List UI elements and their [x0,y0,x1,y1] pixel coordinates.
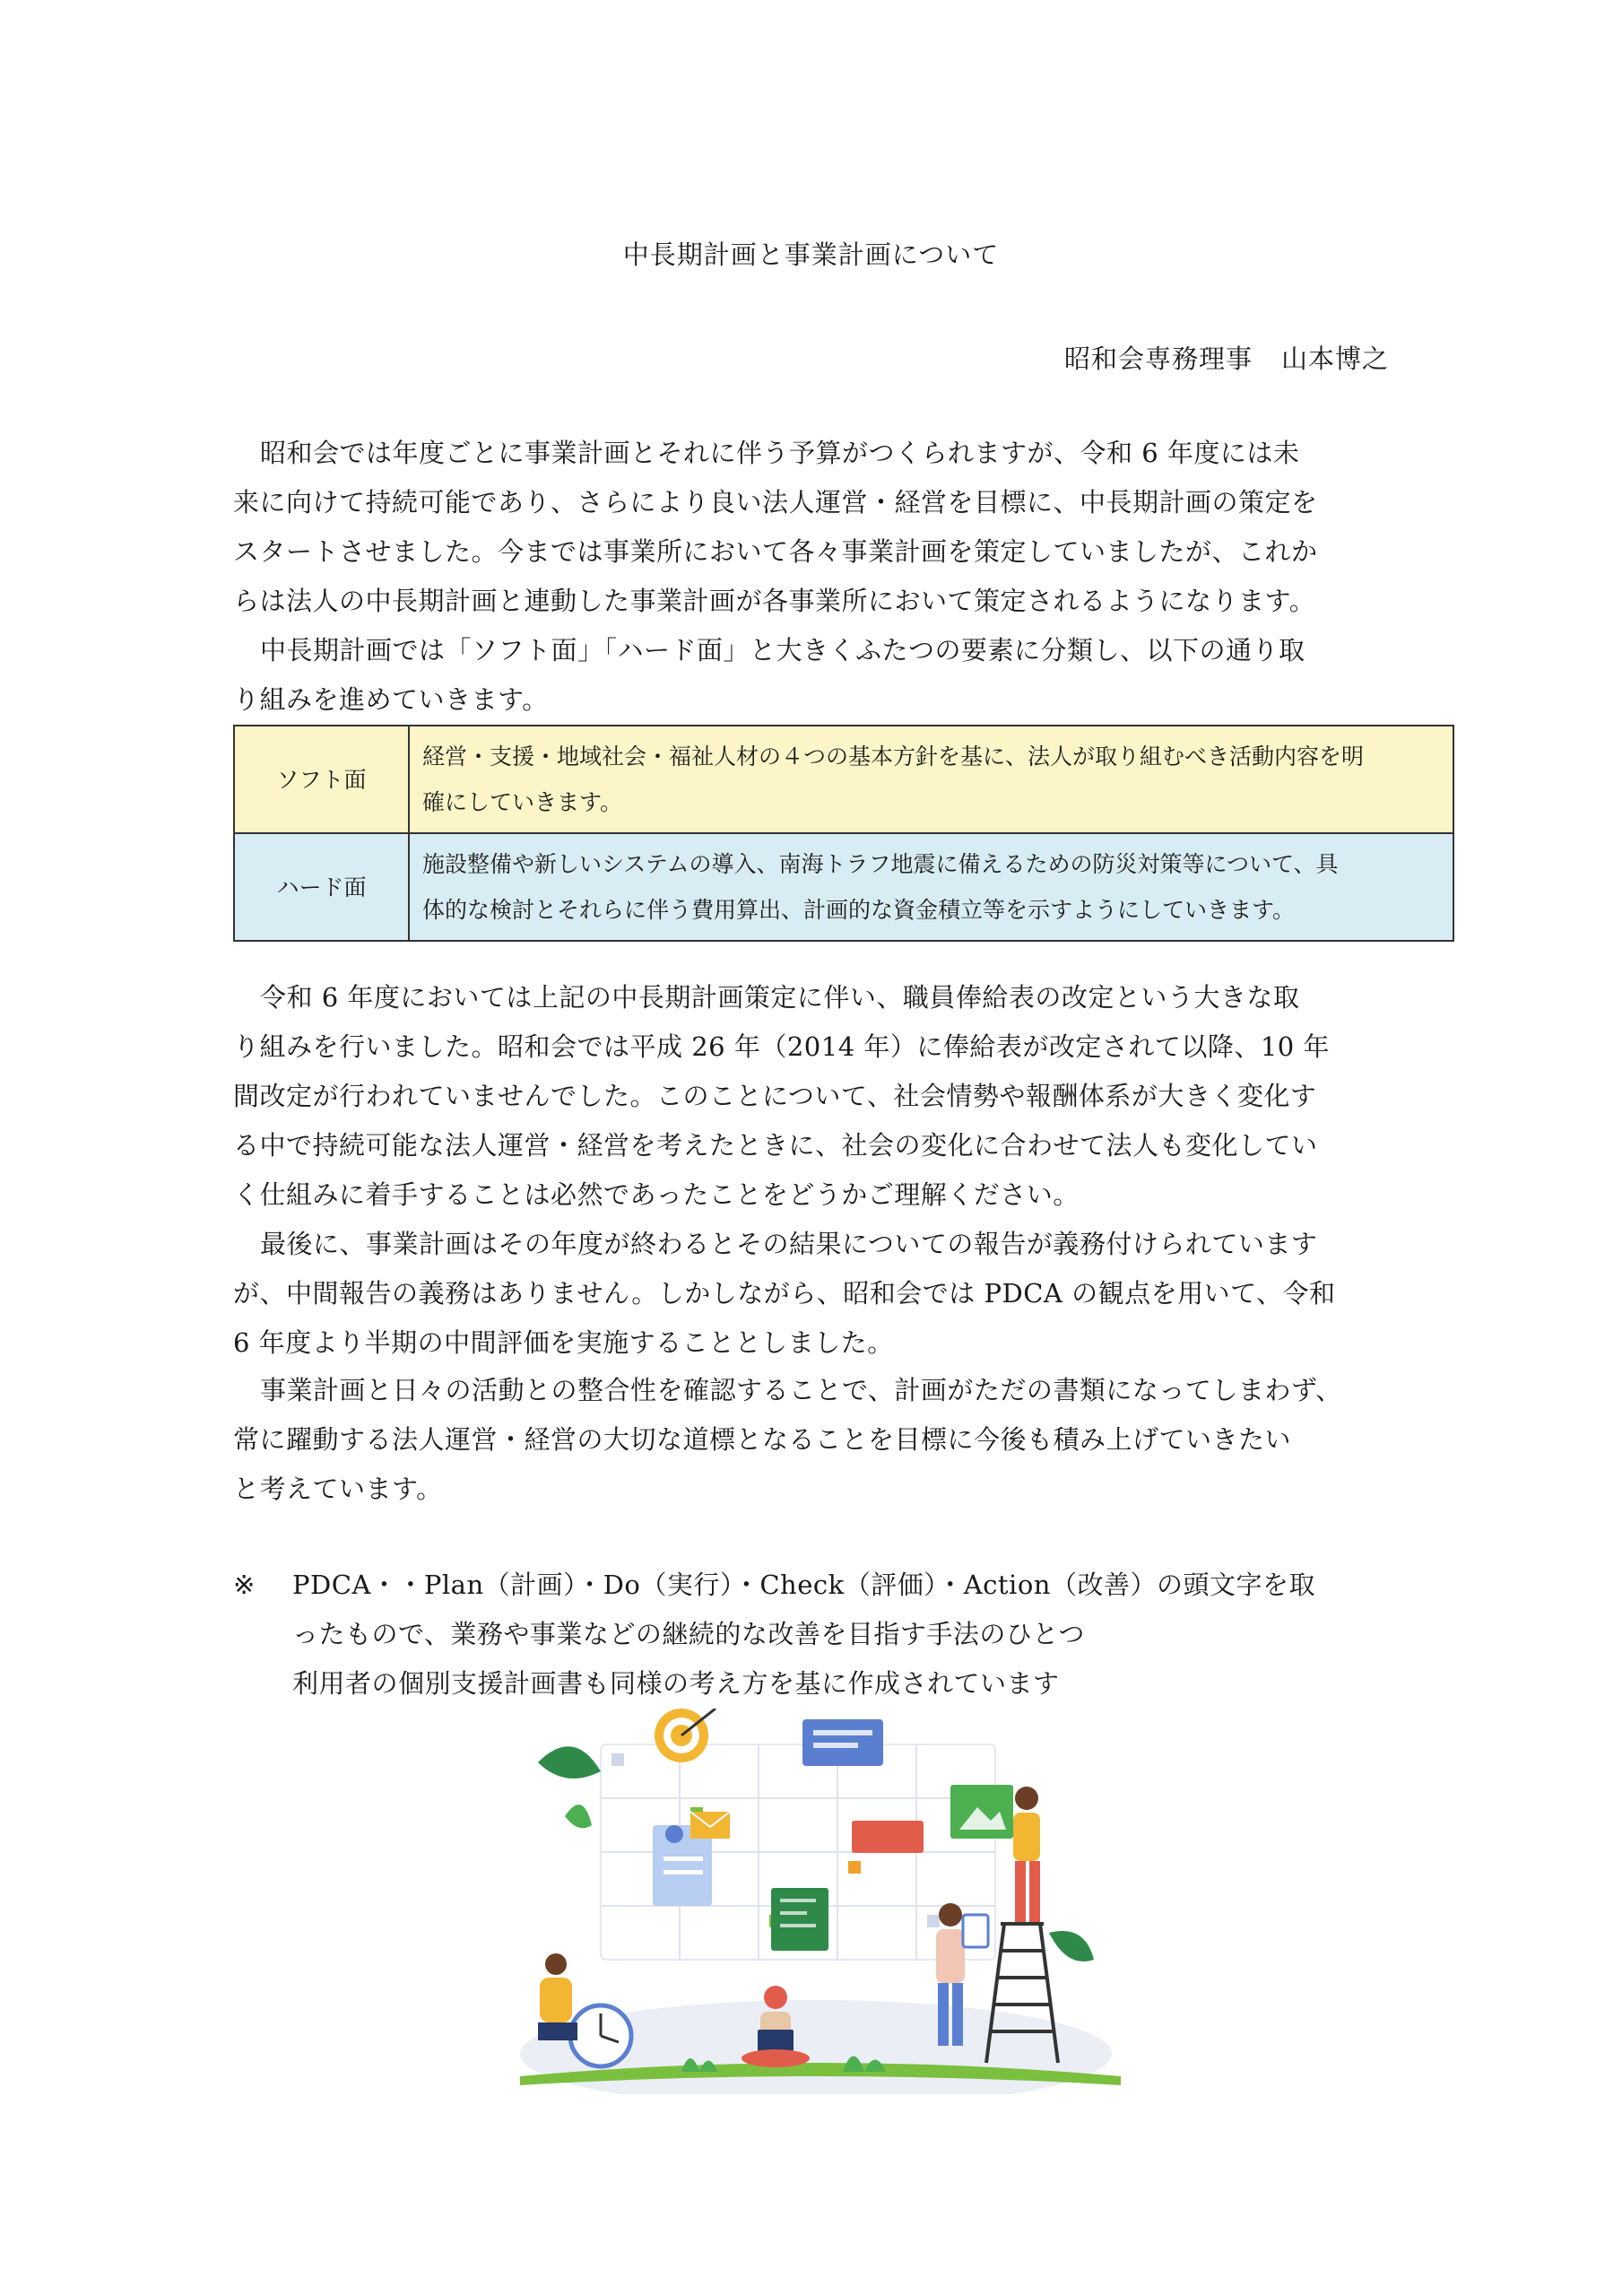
author-line [1064,339,1389,376]
page-title: 中長期計画と事業計画について [622,239,1000,270]
text-line: 確にしていきます。 [422,789,623,815]
text-line: が、中間報告の義務はありません。しかしながら、昭和会では PDCA の観点を用いて、令和 [233,1278,1336,1309]
soft-label: ソフト面 [234,726,409,833]
text-line: 最後に、事業計画はその年度が終わるとその結果についての報告が義務付けられています [260,1229,1318,1259]
table-row-hard [234,833,1453,941]
pdca-note [233,1561,1315,1709]
text-line: 利用者の個別支援計画書も同様の考え方を基に作成されています [292,1668,1060,1699]
text-line: らは法人の中長期計画と連動した事業計画が各事業所において策定されるようになります。 [233,586,1316,616]
paragraph-plan-overview [233,626,1399,725]
text-line: スタートさせました。今までは事業所において各々事業計画を策定していましたが、これか [233,536,1318,567]
text-line: 経営・支援・地域社会・福祉人材の４つの基本方針を基に、法人が取り組むべき活動内容を明 [422,744,1365,770]
paragraph-interim-evaluation [233,1220,1399,1368]
text-line: PDCA・・Plan（計画）・Do（実行）・Check（評価）・Action（改善）の頭文字を取 [292,1570,1315,1600]
note-mark: ※ [233,1570,256,1600]
text-line: 6 年度より半期の中間評価を実施することとしました。 [233,1327,894,1358]
text-line: 間改定が行われていませんでした。このことについて、社会情勢や報酬体系が大きく変化す [233,1081,1317,1111]
planning-illustration [502,1709,1130,2094]
text-line: り組みを行いました。昭和会では平成 26 年（2014 年）に俸給表が改定されて以降、10 年 [233,1031,1330,1062]
text-line: 昭和会では年度ごとに事業計画とそれに伴う予算がつくられますが、令和 6 年度には未 [260,438,1300,468]
paragraph-closing [233,1366,1399,1514]
text-line: と考えています。 [233,1474,443,1504]
text-line: る中で持続可能な法人運営・経営を考えたときに、社会の変化に合わせて法人も変化してい [233,1130,1318,1161]
paragraph-intro [233,429,1399,626]
text-line: 来に向けて持続可能であり、さらにより良い法人運営・経営を目標に、中長期計画の策定を [233,487,1318,517]
text-line: 施設整備や新しいシステムの導入、南海トラフ地震に備えるための防災対策等について、具 [422,851,1339,877]
text-line: 事業計画と日々の活動との整合性を確認することで、計画がただの書類になってしまわず、 [260,1375,1342,1405]
text-line: 常に躍動する法人運営・経営の大切な道標となることを目標に今後も積み上げていきたい [233,1424,1292,1455]
text-line: 中長期計画では「ソフト面」「ハード面」と大きくふたつの要素に分類し、以下の通り取 [260,635,1305,665]
paragraph-salary-revision [233,973,1399,1220]
plan-table [233,725,1454,942]
hard-description [409,833,1453,941]
text-line: ったもので、業務や事業などの継続的な改善を目指す手法のひとつ [292,1619,1085,1649]
author-role: 昭和会専務理事 [1063,344,1253,374]
text-line: り組みを進めていきます。 [233,684,549,715]
author-name: 山本博之 [1280,344,1389,374]
text-line: 体的な検討とそれらに伴う費用算出、計画的な資金積立等を示すようにしていきます。 [422,897,1296,923]
soft-description [409,726,1453,833]
text-line: く仕組みに着手することは必然であったことをどうかご理解ください。 [233,1179,1080,1210]
hard-label: ハード面 [234,833,409,941]
clock-icon [570,2005,631,2066]
table-row-soft [234,726,1453,833]
text-line: 令和 6 年度においては上記の中長期計画策定に伴い、職員俸給表の改定という大きな取 [260,982,1300,1013]
